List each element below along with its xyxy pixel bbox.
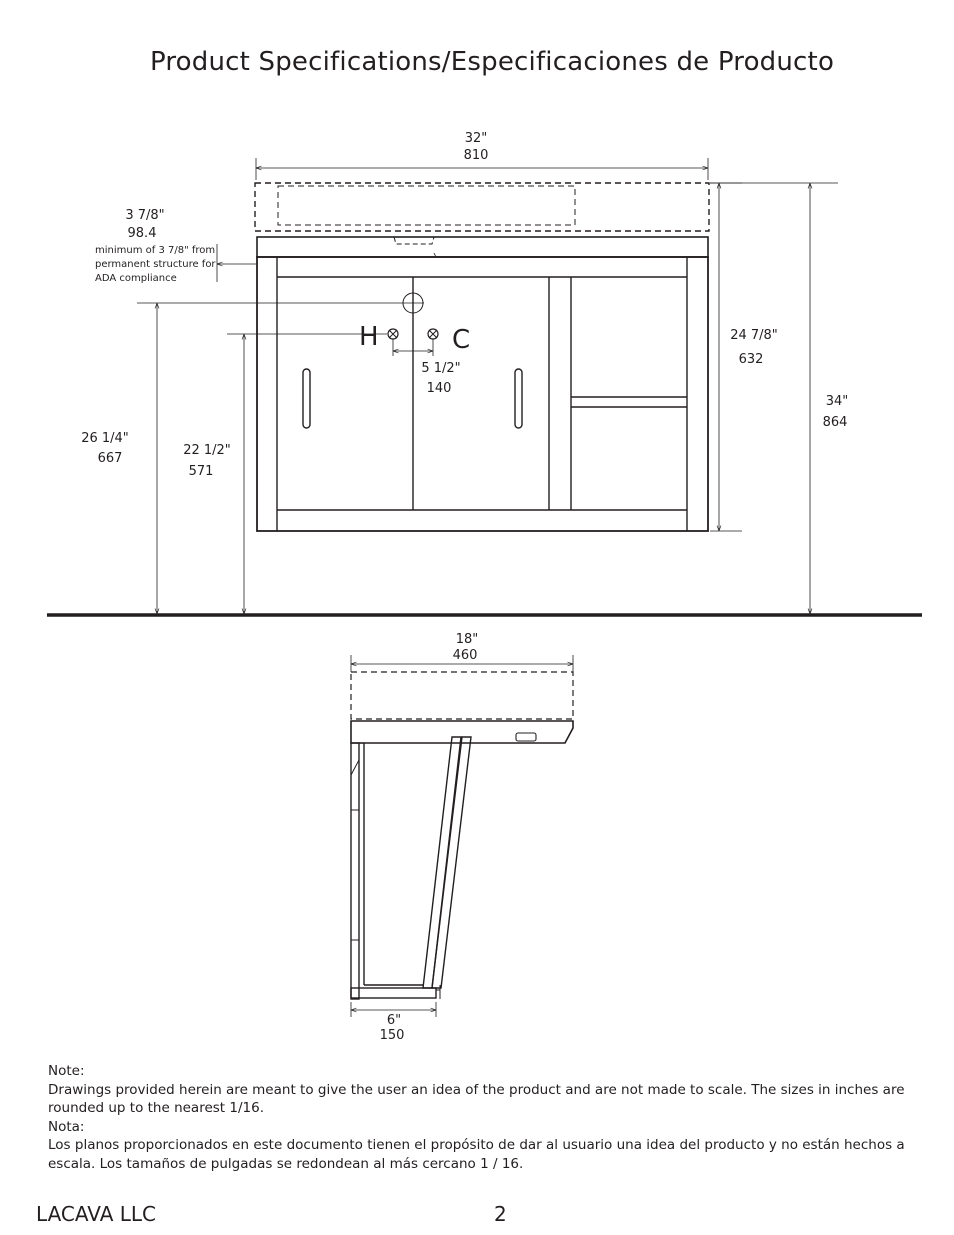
note-heading-en: Note: [48, 1063, 85, 1079]
page-title: Product Specifications/Especificaciones de Producto [149, 47, 835, 77]
company-name: LACAVA LLC [36, 1202, 156, 1226]
cold-label: C [452, 325, 471, 355]
valve-spacing-inches-label: 5 1/2" [421, 361, 461, 376]
drain-height-inches-label: 26 1/4" [81, 431, 129, 446]
valve-spacing-mm-label: 140 [426, 381, 452, 396]
base-depth-mm-label: 150 [379, 1028, 405, 1043]
depth-inches-label: 18" [455, 632, 479, 647]
sink-basin-outline [255, 183, 709, 231]
notes-section [48, 1062, 928, 1173]
base-depth-inches-label: 6" [386, 1013, 402, 1028]
cabinet-body [257, 257, 708, 531]
front-view [47, 131, 922, 615]
offset-inches-label: 3 7/8" [125, 208, 165, 223]
note-heading-es: Nota: [48, 1118, 85, 1135]
side-base [351, 988, 436, 998]
offset-mm-label: 98.4 [127, 226, 157, 241]
valve-height-mm-label: 571 [188, 464, 214, 479]
left-door-handle [303, 369, 310, 428]
valve-height-inches-label: 22 1/2" [183, 443, 231, 458]
width-inches-label: 32" [464, 131, 488, 146]
page-number: 2 [494, 1202, 507, 1226]
note-text-es: Los planos proporcionados en este documento tienen el propósito de dar al usuario una idea del producto y no están hechos a escala. Los tamaños de pulgadas se redondean al más cercano 1 / 16. [48, 1137, 905, 1172]
ada-note-line-3: ADA compliance [95, 273, 177, 284]
hot-label: H [359, 322, 379, 352]
cabinet-height-mm-label: 632 [738, 352, 764, 367]
note-text-en: Drawings provided herein are meant to give the user an idea of the product and are not made to scale. The sizes in inches are rounded up to the nearest 1/16. [48, 1081, 905, 1116]
right-door-handle [515, 369, 522, 428]
drain-height-mm-label: 667 [97, 451, 123, 466]
depth-mm-label: 460 [452, 648, 478, 663]
side-view [351, 632, 573, 1043]
width-mm-label: 810 [463, 148, 489, 163]
total-height-mm-label: 864 [822, 415, 848, 430]
countertop [257, 237, 708, 257]
total-height-inches-label: 34" [825, 394, 849, 409]
ada-note-line-2: permanent structure for [95, 259, 216, 270]
cabinet-height-inches-label: 24 7/8" [730, 328, 778, 343]
side-sink-outline [351, 672, 573, 719]
ada-note-line-1: minimum of 3 7/8" from [95, 245, 216, 256]
